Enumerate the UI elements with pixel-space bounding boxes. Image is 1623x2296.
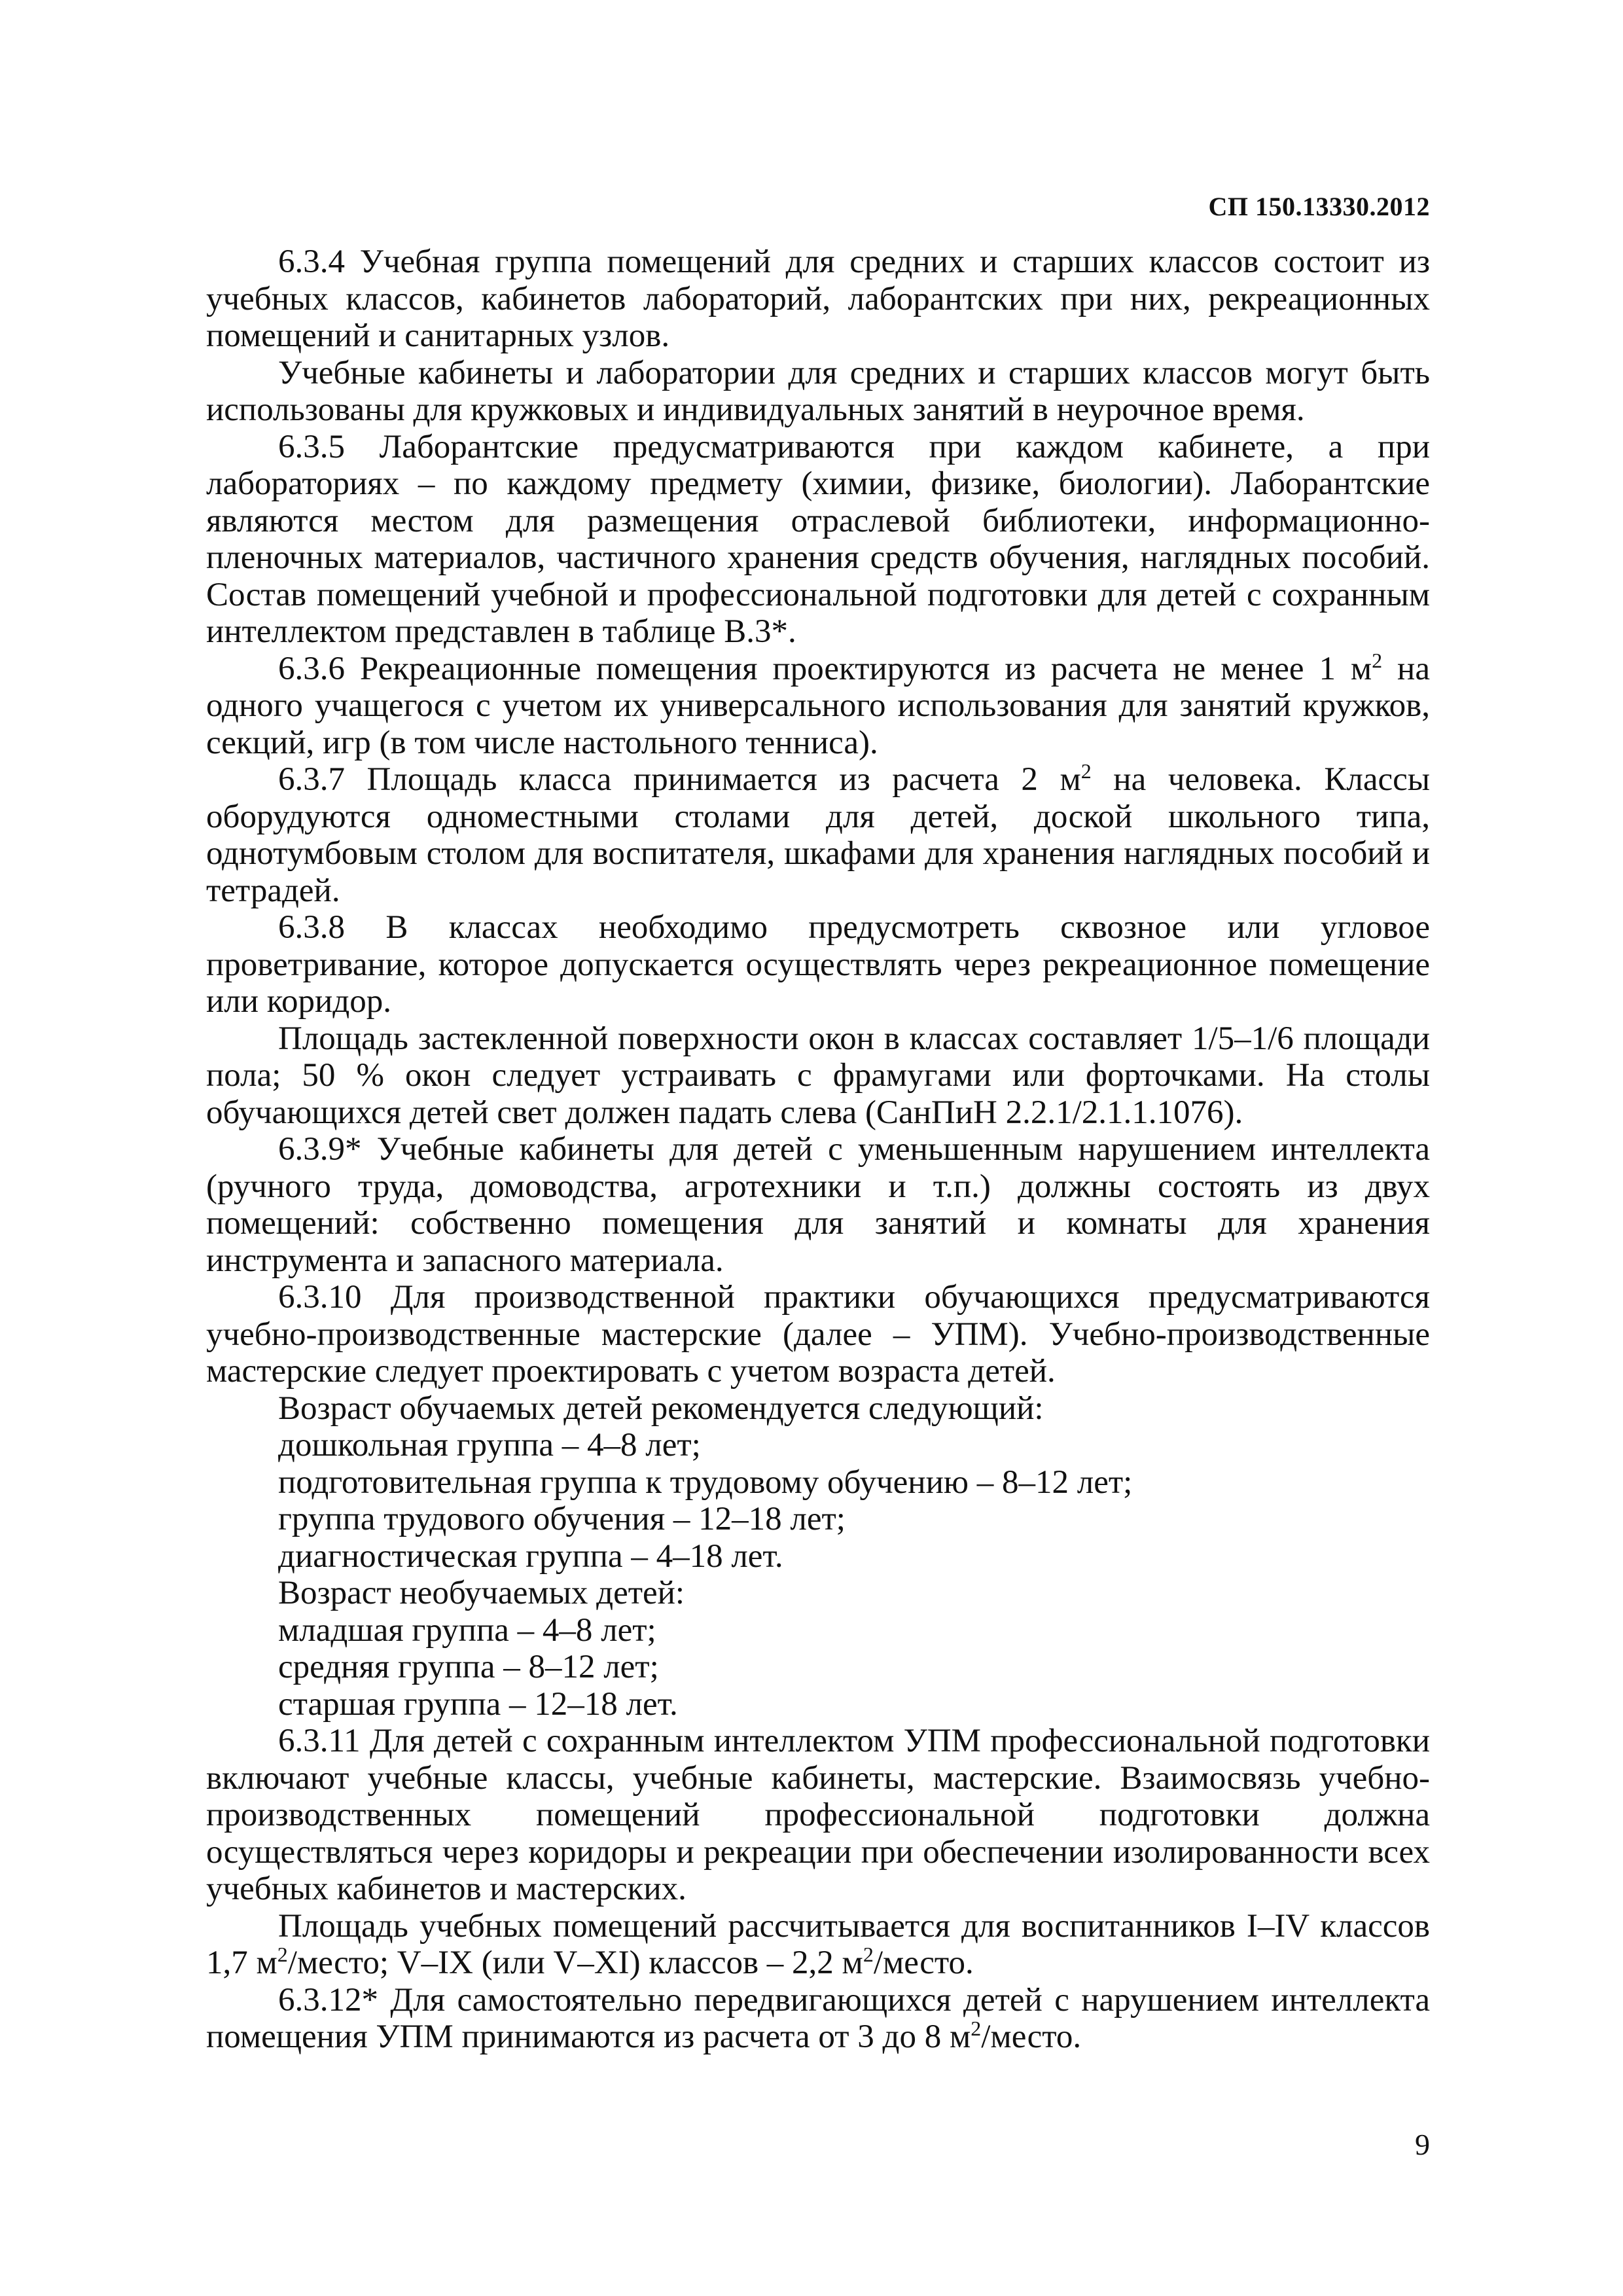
list-item	[206, 1501, 1430, 1538]
list-item	[206, 1390, 1430, 1427]
list-item	[206, 1538, 1430, 1575]
paragraph	[206, 909, 1430, 1020]
paragraph	[206, 1131, 1430, 1279]
paragraph	[206, 1020, 1430, 1132]
text-run: /место.	[981, 2018, 1082, 2055]
text-run: 6.3.5 Лаборантские предусматриваются при каждом кабинете, а при лабораториях – по каждому предмету (химии, физике, биологии). Лаборантские являются местом для размещения отраслевой библиотеки, информационно-пленочных материалов, частичного хранения средств обучения, наглядных пособий. Состав помещений учебной и профессиональной подготовки для детей с сохранным интеллектом представлен в таблице В.3*.	[206, 428, 1430, 650]
text-run: Учебные кабинеты и лаборатории для средних и старших классов могут быть использованы для кружковых и индивидуальных занятий в неурочное время.	[206, 354, 1430, 428]
text-run: подготовительная группа к трудовому обучению – 8–12 лет;	[278, 1463, 1133, 1501]
text-run: Возраст необучаемых детей:	[278, 1575, 685, 1611]
text-run: на человека. Классы оборудуются одноместными столами для детей, доской школьного типа, однотумбовым столом для воспитателя, шкафами для хранения наглядных пособий и тетрадей.	[206, 761, 1430, 909]
paragraph	[206, 1982, 1430, 2056]
superscript-exponent: 2	[971, 2017, 982, 2040]
text-run: диагностическая группа – 4–18 лет.	[278, 1537, 783, 1575]
document-body	[206, 243, 1430, 2056]
document-code-header: СП 150.13330.2012	[1208, 192, 1430, 221]
paragraph	[206, 761, 1430, 909]
list-item	[206, 1649, 1430, 1686]
list-item	[206, 1427, 1430, 1464]
list-item	[206, 1612, 1430, 1649]
text-run: старшая группа – 12–18 лет.	[278, 1685, 678, 1723]
text-run: 6.3.7 Площадь класса принимается из расчета 2 м	[278, 761, 1081, 798]
list-item	[206, 1464, 1430, 1501]
text-run: 6.3.6 Рекреационные помещения проектируются из расчета не менее 1 м	[278, 650, 1372, 687]
text-run: 6.3.11 Для детей с сохранным интеллектом УПМ профессиональной подготовки включают учебные классы, учебные кабинеты, мастерские. Взаимосвязь учебно-производственных помещений профессиональной подготовки должна осуществляться через коридоры и рекреации при обеспечении изолированности всех учебных кабинетов и мастерских.	[206, 1723, 1430, 1907]
paragraph	[206, 429, 1430, 651]
list-item	[206, 1575, 1430, 1612]
superscript-exponent: 2	[863, 1943, 874, 1966]
text-run: 6.3.8 В классах необходимо предусмотреть сквозное или угловое проветривание, которое допускается осуществлять через рекреационное помещение или коридор.	[206, 909, 1430, 1020]
text-run: /место; V–IX (или V–XI) классов – 2,2 м	[287, 1945, 863, 1981]
text-run: дошкольная группа – 4–8 лет;	[278, 1427, 701, 1463]
text-run: Площадь застекленной поверхности окон в классах составляет 1/5–1/6 площади пола; 50 % окон следует устраивать с фрамугами или форточками. На столы обучающихся детей свет должен падать слева (СанПиН 2.2.1/2.1.1.1076).	[206, 1020, 1430, 1131]
paragraph	[206, 1279, 1430, 1390]
text-run: 6.3.9* Учебные кабинеты для детей с уменьшенным нарушением интеллекта (ручного труда, домоводства, агротехники и т.п.) должны состоять из двух помещений: собственно помещения для занятий и комнаты для хранения инструмента и запасного материала.	[206, 1131, 1430, 1279]
text-run: /место.	[873, 1945, 974, 1981]
text-run: Площадь учебных помещений рассчитывается для воспитанников I–IV классов 1,7 м	[206, 1907, 1430, 1981]
paragraph	[206, 1723, 1430, 1908]
paragraph	[206, 355, 1430, 429]
text-run: 6.3.4 Учебная группа помещений для средних и старших классов состоит из учебных классов, кабинетов лабораторий, лаборантских при них, рекреационных помещений и санитарных узлов.	[206, 243, 1430, 354]
list-item	[206, 1686, 1430, 1723]
superscript-exponent: 2	[1080, 759, 1092, 783]
text-run: 6.3.12* Для самостоятельно передвигающихся детей с нарушением интеллекта помещения УПМ принимаются из расчета от 3 до 8 м	[206, 1981, 1430, 2055]
text-run: средняя группа – 8–12 лет;	[278, 1649, 659, 1685]
page-number: 9	[1415, 2128, 1430, 2161]
paragraph	[206, 1908, 1430, 1982]
superscript-exponent: 2	[1372, 648, 1383, 672]
text-run: младшая группа – 4–8 лет;	[278, 1611, 656, 1649]
text-run: группа трудового обучения – 12–18 лет;	[278, 1501, 846, 1537]
text-run: Возраст обучаемых детей рекомендуется следующий:	[278, 1390, 1044, 1427]
superscript-exponent: 2	[277, 1943, 288, 1966]
text-run: 6.3.10 Для производственной практики обучающихся предусматриваются учебно-производственные мастерские (далее – УПМ). Учебно-производственные мастерские следует проектировать с учетом возраста детей.	[206, 1279, 1430, 1390]
text-run: на одного учащегося с учетом их универсального использования для занятий кружков, секций, игр (в том числе настольного тенниса).	[206, 650, 1430, 761]
paragraph	[206, 648, 1430, 762]
paragraph	[206, 243, 1430, 355]
